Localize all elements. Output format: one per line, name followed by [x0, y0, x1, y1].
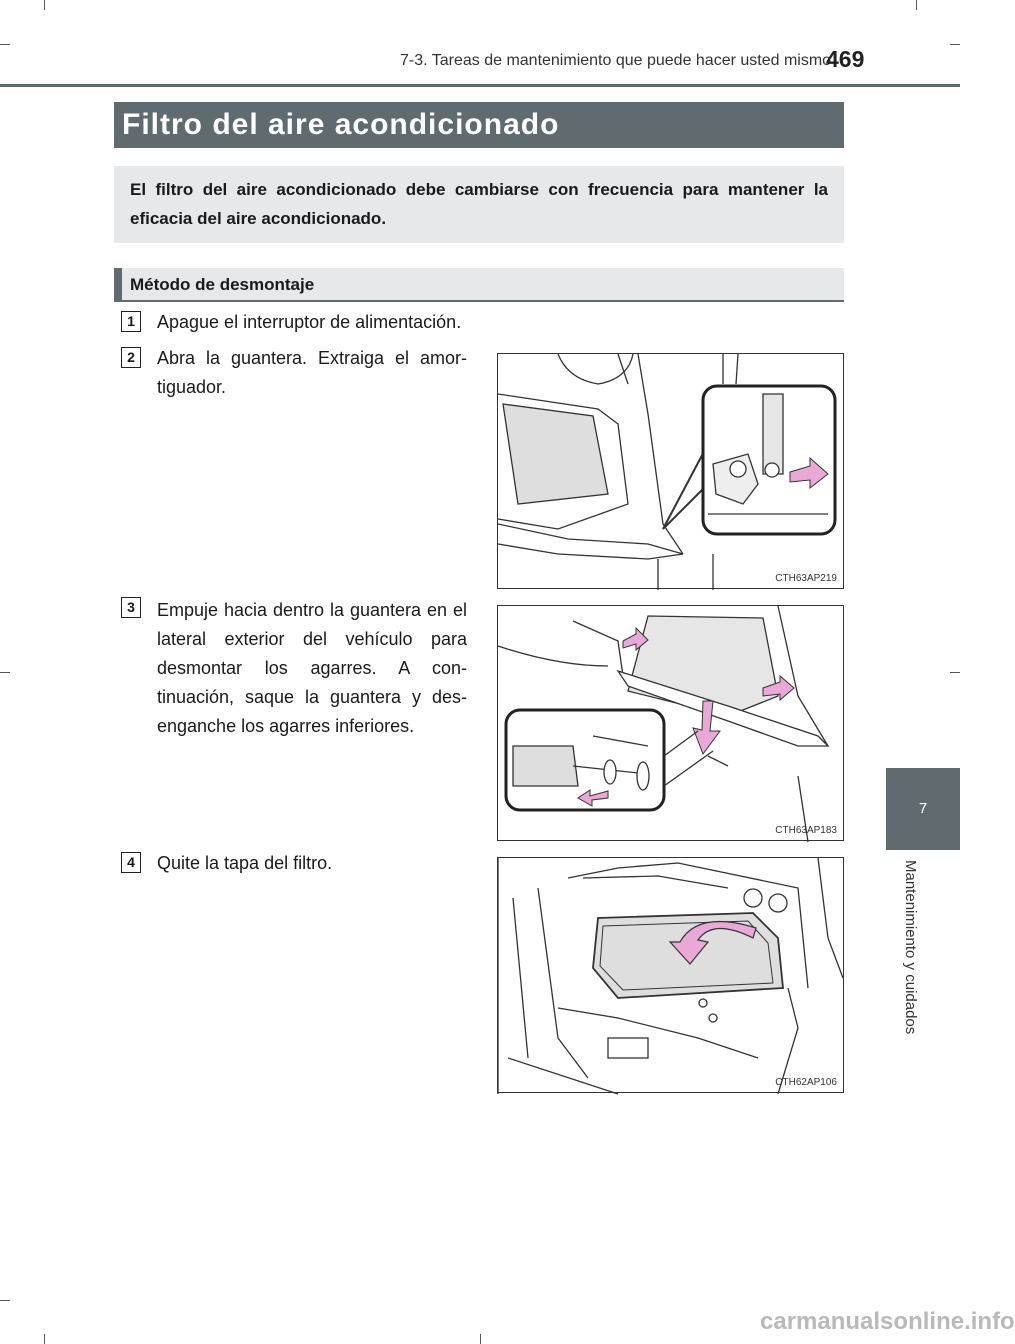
step-text-2: Abra la guantera. Extraiga el amor-tiguador.	[157, 348, 467, 397]
step-text-1: Apague el interruptor de alimentación.	[157, 312, 462, 332]
figure-glovebox-damper	[497, 353, 844, 589]
crop-mark	[950, 44, 960, 45]
crop-mark	[44, 1334, 45, 1344]
crop-mark	[0, 672, 10, 673]
illustration-filter-cover	[498, 858, 845, 1094]
crop-mark	[916, 0, 917, 10]
chapter-label: Mantenimiento y cuidados	[902, 860, 919, 1035]
figure-code: CTH63AP183	[775, 825, 837, 836]
crop-mark	[480, 1334, 481, 1344]
step-text-3: Empuje hacia dentro la guantera en el lateral exterior del vehículo para desmontar los agarres. A con-tinuación, saque la guantera y des-enganche los agarres inferiores.	[157, 600, 467, 736]
figure-code: CTH63AP219	[775, 573, 837, 584]
crop-mark	[0, 1300, 10, 1301]
step-number-4: 4	[121, 852, 141, 873]
page-number: 469	[826, 46, 865, 72]
illustration-glovebox	[498, 606, 845, 842]
figure-code: CTH62AP106	[775, 1077, 837, 1088]
figure-glovebox-removal	[497, 605, 844, 841]
step-number-2: 2	[121, 347, 141, 368]
section-title: 7-3. Tareas de mantenimiento que puede hacer usted mismo	[400, 52, 832, 69]
page-title: Filtro del aire acondicionado	[114, 102, 844, 148]
crop-mark	[0, 44, 10, 45]
subheading: Método de desmontaje	[114, 268, 844, 302]
step-text-4: Quite la tapa del filtro.	[157, 853, 333, 873]
illustration-damper	[498, 354, 845, 590]
step-number-1: 1	[121, 311, 141, 332]
figure-filter-cover	[497, 857, 844, 1093]
watermark: carmanualsonline.info	[760, 1308, 1015, 1335]
step-number-3: 3	[121, 597, 141, 618]
crop-mark	[950, 672, 960, 673]
chapter-tab: 7	[886, 768, 960, 850]
intro-paragraph: El filtro del aire acondicionado debe cambiarse con frecuencia para mantener la eficacia del aire acondicionado.	[114, 166, 844, 243]
crop-mark	[44, 0, 45, 10]
header-divider	[0, 84, 960, 87]
